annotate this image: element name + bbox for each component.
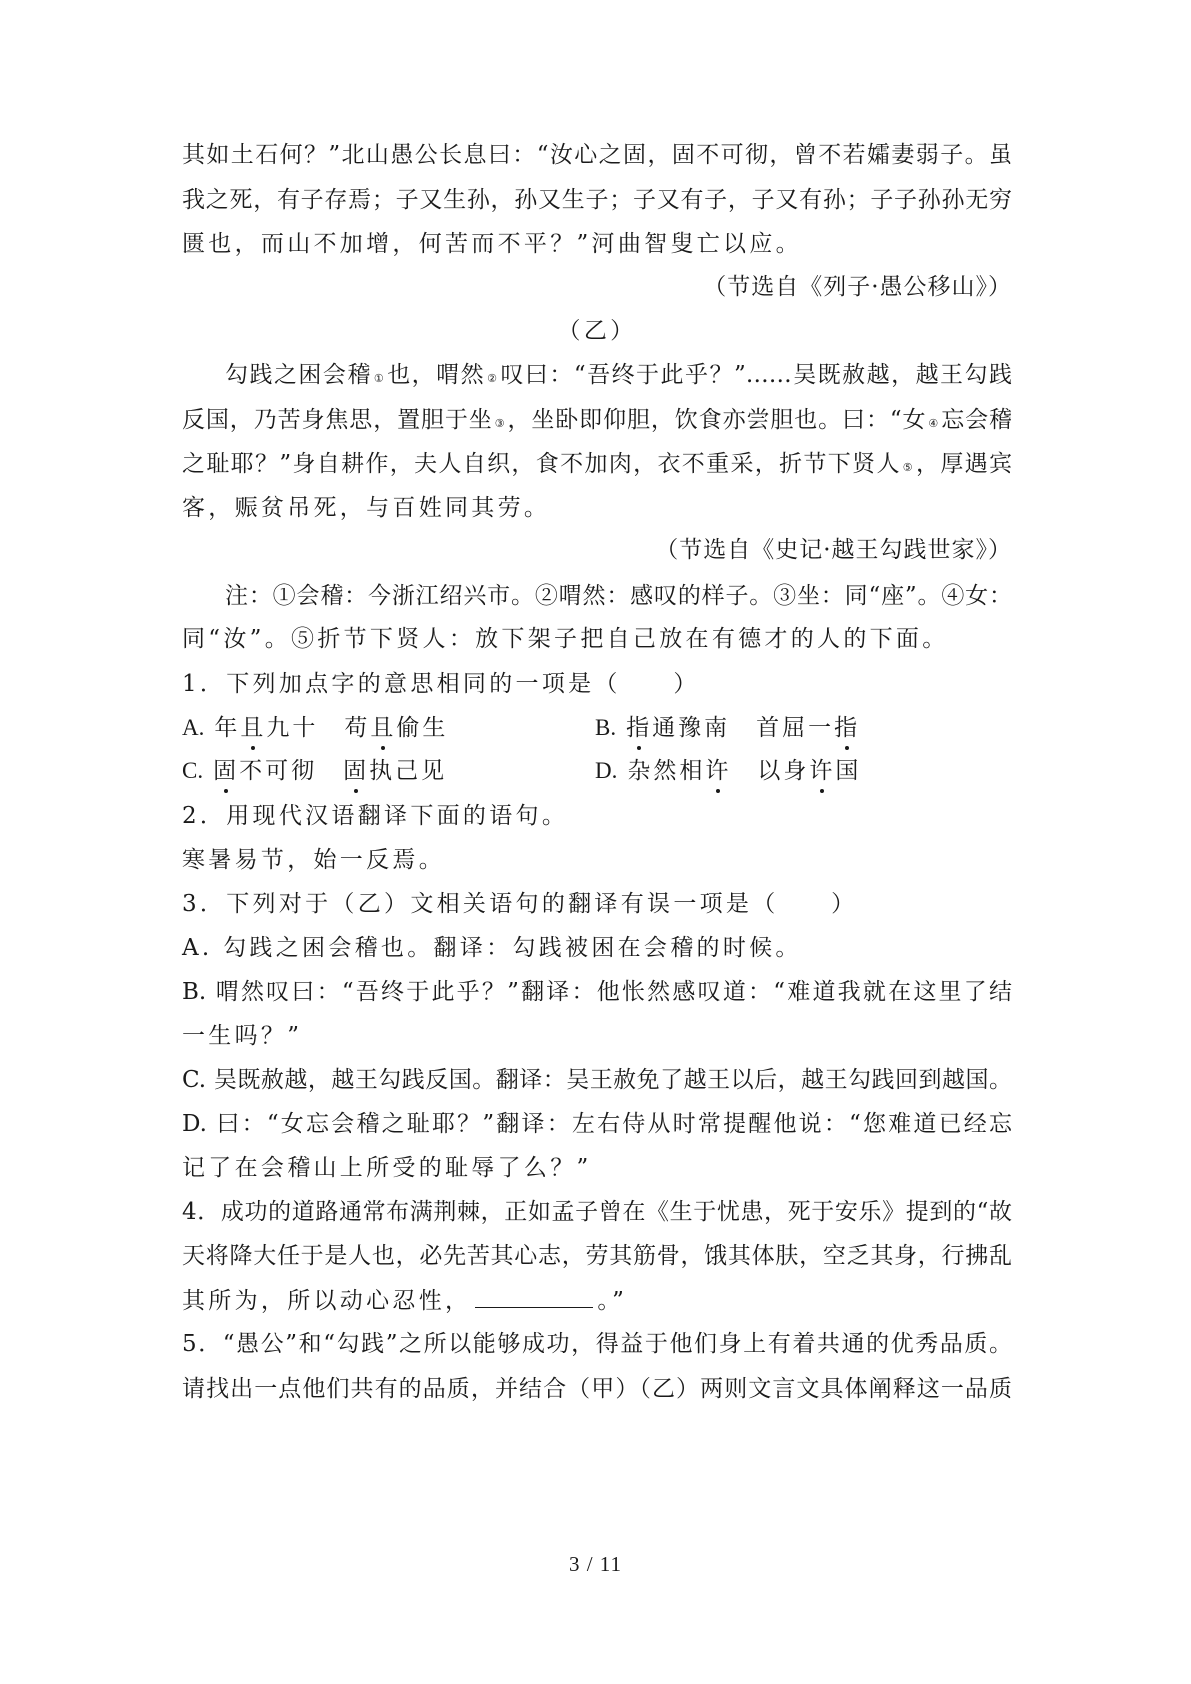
notes-line-2: 同“汝”。⑤折节下贤人：放下架子把自己放在有德才的人的下面。 (182, 626, 949, 652)
q5-line-1: 5．“愚公”和“勾践”之所以能够成功，得益于他们身上有着共通的优秀品质。 (182, 1331, 1012, 1357)
q3-option-c: C. 吴既赦越，越王勾践反国。翻译：吴王赦免了越王以后，越王勾践回到越国。 (182, 1067, 1012, 1093)
page-number: 3 / 11 (568, 1552, 623, 1576)
passage-b-line-3: 之耻耶？”身自耕作，夫人自织，食不加肉，衣不重采，折节下贤人 ⑤，厚遇宾 (182, 451, 1012, 477)
footnote-marker-2: ② (487, 372, 499, 385)
q1-option-c: C. 固不可彻 固执己见 (182, 758, 448, 784)
q3-stem: 3．下列对于（乙）文相关语句的翻译有误一项是（ ） (182, 891, 858, 917)
passage-a-line-3: 匮也，而山不加增，何苦而不平？”河曲智叟亡以应。 (182, 231, 802, 257)
footnote-marker-3: ③ (494, 417, 506, 430)
passage-b-source: （节选自《史记·越王勾践世家》） (655, 537, 1012, 563)
footnote-marker-5: ⑤ (902, 461, 914, 474)
q1-stem: 1．下列加点字的意思相同的一项是（ ） (182, 671, 700, 697)
passage-b-line-4: 客，赈贫吊死，与百姓同其劳。 (182, 495, 551, 521)
passage-b-line-1: 勾践之困会稽 ①也，喟然 ②叹曰：“吾终于此乎？”……吴既赦越，越王勾践 (225, 362, 1012, 388)
passage-b-line-2: 反国，乃苦身焦思，置胆于坐 ③，坐卧即仰胆，饮食亦尝胆也。曰：“女 ④忘会稽 (182, 407, 1012, 433)
q4-line-2: 天将降大任于是人也，必先苦其心志，劳其筋骨，饿其体肤，空乏其身，行拂乱 (182, 1243, 1012, 1269)
passage-a-line-1: 其如土石何？”北山愚公长息曰：“汝心之固，固不可彻，曾不若孀妻弱子。虽 (182, 142, 1012, 168)
q3-option-a: A. 勾践之困会稽也。翻译：勾践被困在会稽的时候。 (182, 935, 802, 961)
footnote-marker-1: ① (373, 372, 386, 385)
q1-option-d: D. 杂然相许 以身许国 (595, 758, 862, 784)
q3-option-b-line-2: 一生吗？” (182, 1023, 303, 1049)
q3-option-b-line-1: B. 喟然叹曰：“吾终于此乎？”翻译：他怅然感叹道：“难道我就在这里了结 (182, 979, 1012, 1005)
notes-line-1: 注：①会稽：今浙江绍兴市。②喟然：感叹的样子。③坐：同“座”。④女： (225, 583, 1012, 609)
q3-option-d-line-2: 记了在会稽山上所受的耻辱了么？” (182, 1155, 592, 1181)
q4-answer-blank (475, 1285, 593, 1308)
passage-a-line-2: 我之死，有子存焉；子又生孙，孙又生子；子又有子，子又有孙；子子孙孙无穷 (182, 187, 1012, 213)
q2-stem: 2．用现代汉语翻译下面的语句。 (182, 803, 569, 829)
footnote-marker-4: ④ (928, 417, 940, 430)
passage-b-heading: （乙） (557, 318, 637, 344)
passage-a-source: （节选自《列子·愚公移山》） (703, 274, 1012, 300)
q1-option-b: B. 指通豫南 首屈一指 (595, 715, 861, 741)
q4-line-3: 其所为，所以动心忍性， 。” (182, 1285, 1012, 1316)
q1-option-a: A. 年且九十 苟且偷生 (182, 715, 449, 741)
q4-line-1: 4．成功的道路通常布满荆棘，正如孟子曾在《生于忧患，死于安乐》提到的“故 (182, 1199, 1012, 1225)
q3-option-d-line-1: D. 曰：“女忘会稽之耻耶？”翻译：左右侍从时常提醒他说：“您难道已经忘 (182, 1111, 1012, 1137)
q2-sentence: 寒暑易节，始一反焉。 (182, 847, 445, 873)
q5-line-2: 请找出一点他们共有的品质，并结合（甲）（乙）两则文言文具体阐释这一品质 (182, 1376, 1012, 1402)
